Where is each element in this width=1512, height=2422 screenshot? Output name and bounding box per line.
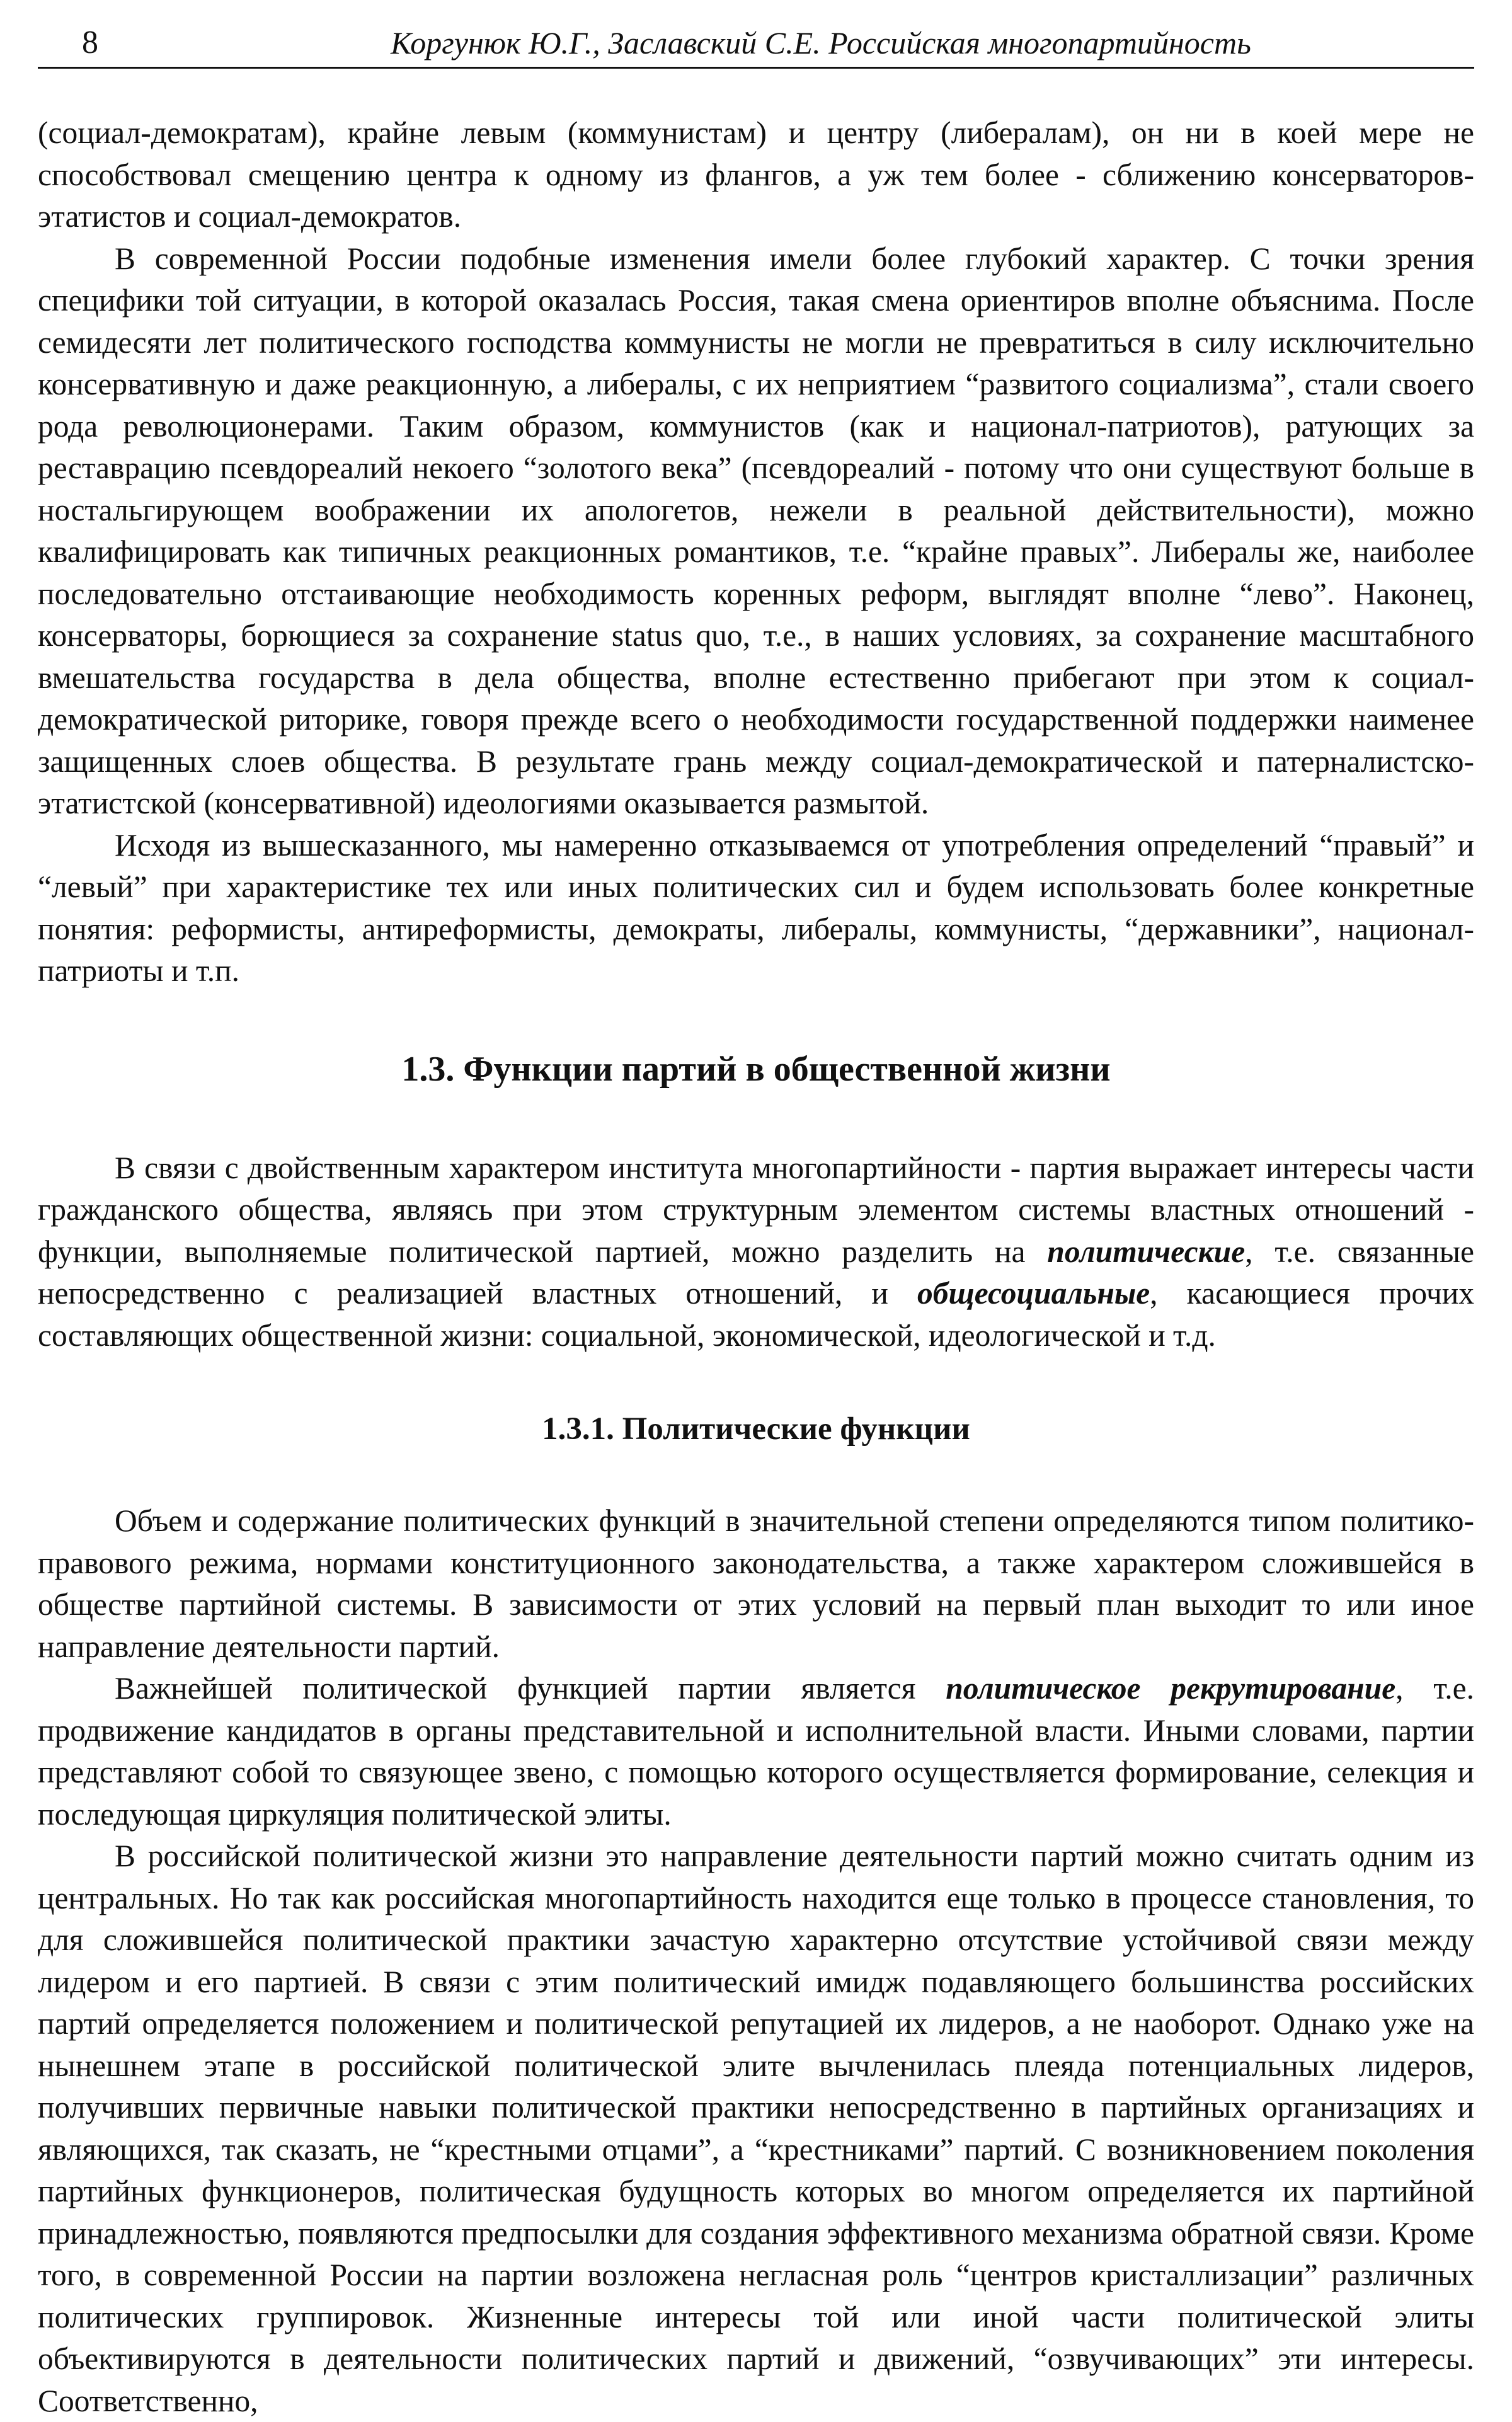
page-header	[38, 19, 1474, 69]
running-head: Коргунюк Ю.Г., Заславский С.Е. Российская многопартийность	[391, 25, 1251, 60]
paragraph	[38, 1147, 1474, 1357]
text-run: , т.е. продвижение кандидатов в органы представительной и исполнительной власти. Иными словами, партии представляют собой то связующее звено, с помощью которого осуществляется формирование, селекция и последующая циркуляция политической элиты.	[38, 1671, 1474, 1832]
text-run: , т.е. связанные непосредственно с реализацией властных отношений, и	[38, 1234, 1474, 1311]
subsection-heading: 1.3.1. Политические функции	[542, 1411, 970, 1447]
section-heading: 1.3. Функции партий в общественной жизни	[401, 1049, 1111, 1089]
page-body	[38, 112, 1474, 2422]
paragraph: Исходя из вышесказанного, мы намеренно отказываемся от употребления определений “правый” и “левый” при характеристике тех или иных политических сил и будем использовать более конкретные понятия: реформисты, антиреформисты, демократы, либералы, коммунисты, “державники”, национал-патриоты и т.п.	[38, 827, 1474, 988]
paragraph: В современной России подобные изменения имели более глубокий характер. С точки зрения специфики той ситуации, в которой оказалась Россия, такая смена ориентиров вполне объяснима. После семидесяти лет политического господства коммунисты не могли не превратиться в силу исключительно консервативную и даже реакционную, а либералы, с их неприятием “развитого социализма”, стали своего рода революционерами. Таким образом, коммунистов (как и национал-патриотов), ратующих за реставрацию псевдореалий некоего “золотого века” (псевдореалий - потому что они существуют больше в ностальгирующем воображении их апологетов, нежели в реальной действительности), можно квалифицировать как типичных реакционных романтиков, т.е. “крайне правых”. Либералы же, наиболее последовательно отстаивающие необходимость коренных реформ, выглядят вполне “лево”. Наконец, консерваторы, борющиеся за сохранение status quo, т.е., в наших условиях, за сохранение масштабного вмешательства государства в дела общества, вполне естественно прибегают при этом к социал-демократической риторике, говоря прежде всего о необходимости государственной поддержки наименее защищенных слоев общества. В результате грань между социал-демократической и патерналистско-этатистской (консервативной) идеологиями оказывается размытой.	[38, 241, 1474, 820]
emphasized-term: политические	[1047, 1234, 1246, 1269]
paragraph: (социал-демократам), крайне левым (коммунистам) и центру (либералам), он ни в коей мере не способствовал смещению центра к одному из флангов, а уж тем более - сближению консерваторов-этатистов и социал-демократов.	[38, 115, 1474, 234]
emphasized-term: общесоциальные	[917, 1276, 1150, 1311]
page-number: 8	[82, 25, 98, 60]
text-run: Важнейшей политической функцией партии является	[115, 1671, 946, 1706]
text-run: В связи с двойственным характером института многопартийности - партия выражает интересы части гражданского общества, являясь при этом структурным элементом системы властных отношений - функции, выполняемые политической партией, можно разделить на	[38, 1150, 1474, 1269]
emphasized-term: политическое рекрутирование	[946, 1671, 1396, 1706]
paragraph: Объем и содержание политических функций в значительной степени определяются типом политико-правового режима, нормами конституционного законодательства, а также характером сложившейся в обществе партийной системы. В зависимости от этих условий на первый план выходит то или иное направление деятельности партий.	[38, 1503, 1474, 1664]
book-page	[38, 19, 1474, 2418]
paragraph: В российской политической жизни это направление деятельности партий можно считать одним из центральных. Но так как российская многопартийность находится еще только в процессе становления, то для сложившейся политической практики зачастую характерно отсутствие устойчивой связи между лидером и его партией. В связи с этим политический имидж подавляющего большинства российских партий определяется положением и политической репутацией их лидеров, а не наоборот. Однако уже на нынешнем этапе в российской политической элите вычленилась плеяда потенциальных лидеров, получивших первичные навыки политической практики непосредственно в партийных организациях и являющихся, так сказать, не “крестными отцами”, а “крестниками” партий. С возникновением поколения партийных функционеров, политическая будущность которых во многом определяется их партийной принадлежностью, появляются предпосылки для создания эффективного механизма обратной связи. Кроме того, в современной России на партии возложена негласная роль “центров кристаллизации” различных политических группировок. Жизненные интересы той или иной части политической элиты объективируются в деятельности политических партий и движений, “озвучивающих” эти интересы. Соответственно,	[38, 1839, 1474, 2418]
text-run: , касающиеся прочих составляющих общественной жизни: социальной, экономической, идеологической и т.д.	[38, 1276, 1474, 1353]
paragraph	[38, 1668, 1474, 1835]
